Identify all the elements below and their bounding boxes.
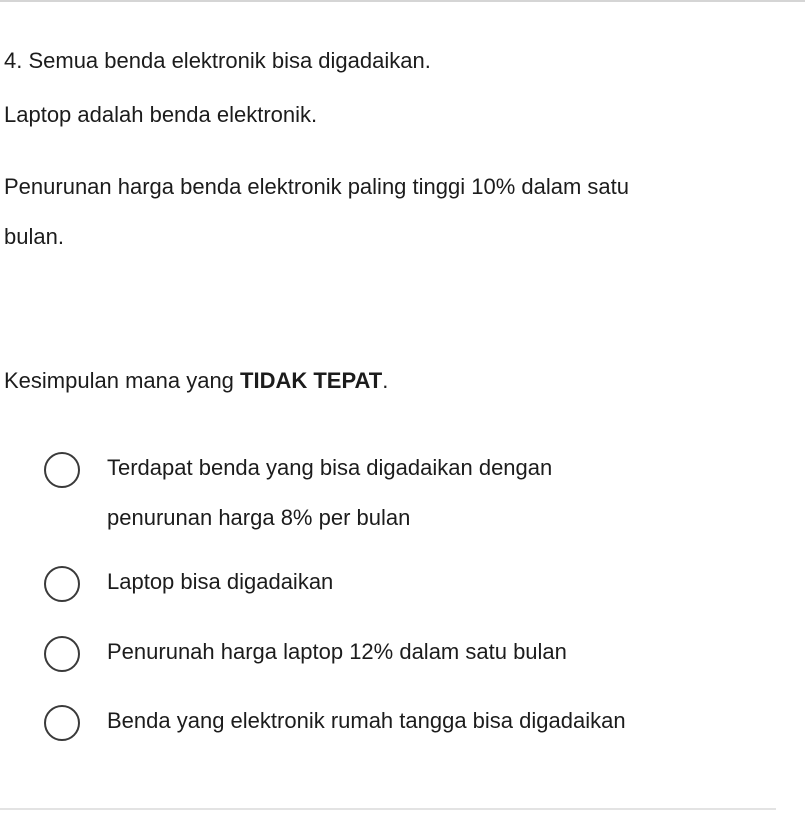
answer-option-4[interactable] (44, 703, 764, 743)
premise-2-line-1: Penurunan harga benda elektronik paling tinggi 10% dalam satu (4, 174, 629, 199)
radio-button-option-4[interactable] (44, 705, 80, 741)
prompt-emphasis: TIDAK TEPAT (240, 368, 383, 393)
option-1-label-line-1: Terdapat benda yang bisa digadaikan dengan (107, 455, 553, 480)
radio-button-option-1[interactable] (44, 452, 80, 488)
answer-option-1[interactable] (44, 450, 764, 540)
answer-option-2[interactable] (44, 564, 764, 604)
prompt-prefix: Kesimpulan mana yang (4, 368, 241, 393)
question-prompt (4, 367, 388, 395)
option-2-label: Laptop bisa digadaikan (107, 569, 334, 594)
radio-button-option-3[interactable] (44, 636, 80, 672)
question-title: 4. Semua benda elektronik bisa digadaikan. (4, 48, 431, 73)
prompt-suffix: . (382, 368, 389, 393)
option-1-label-line-2: penurunan harga 8% per bulan (107, 505, 411, 530)
premise-2-line-2: bulan. (4, 224, 64, 249)
bottom-divider (0, 808, 776, 810)
option-3-label: Penurunah harga laptop 12% dalam satu bulan (107, 639, 567, 664)
premise-1: Laptop adalah benda elektronik. (4, 102, 318, 127)
top-divider (0, 0, 805, 2)
answer-option-3[interactable] (44, 634, 764, 674)
option-4-label: Benda yang elektronik rumah tangga bisa digadaikan (107, 708, 626, 733)
radio-button-option-2[interactable] (44, 566, 80, 602)
